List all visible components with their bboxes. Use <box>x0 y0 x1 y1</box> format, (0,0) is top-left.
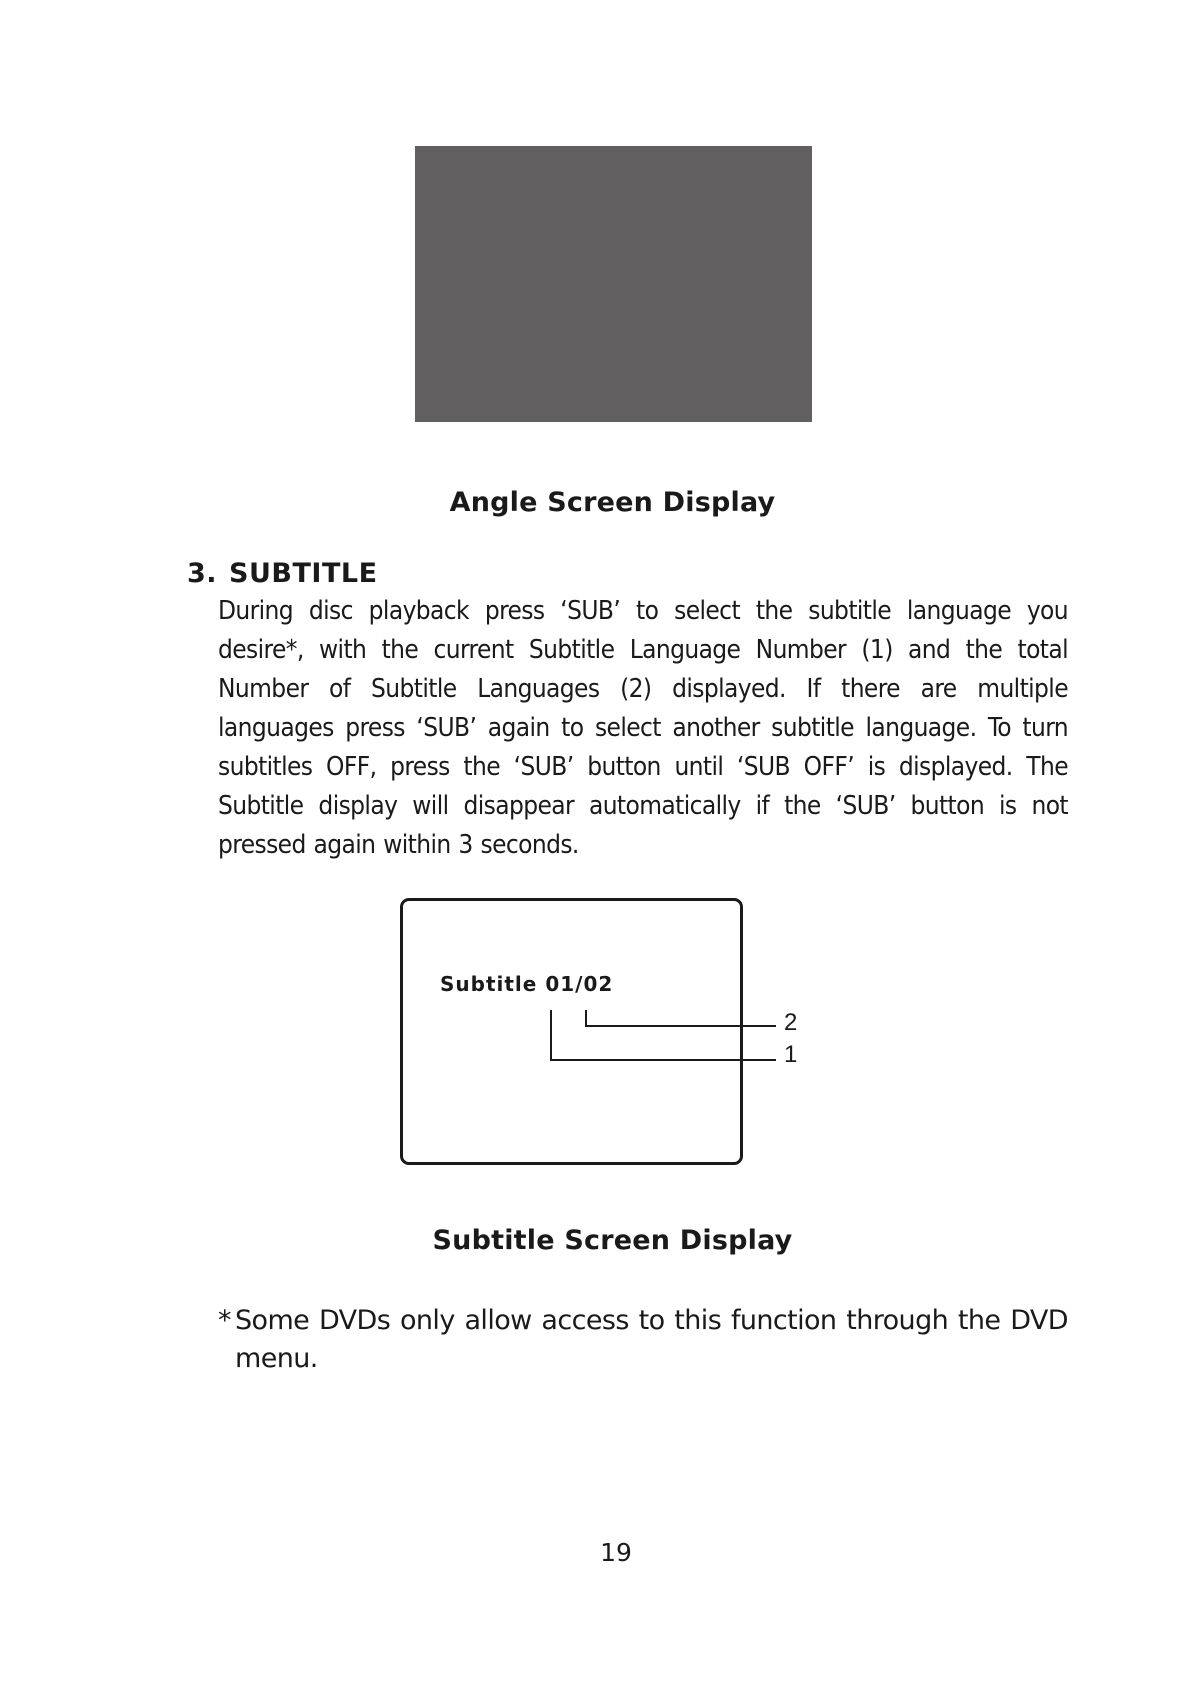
subtitle-figure-caption: Subtitle Screen Display <box>432 1225 793 1256</box>
section-number: 3. <box>187 558 218 589</box>
callout-line-1 <box>551 1010 776 1060</box>
page-number: 19 <box>600 1538 632 1567</box>
section-body: During disc playback press ‘SUB’ to select the subtitle language you desire*, with the current Subtitle Language Number (1) and the total Number of Subtitle Languages (2) displayed. If there are multiple languages press ‘SUB’ again to select another subtitle language. To turn subtitles OFF, press the ‘SUB’ button until ‘SUB OFF’ is displayed. The Subtitle display will disappear automatically if the ‘SUB’ button is not pressed again within 3 seconds. <box>218 596 1068 860</box>
footnote-marker: * <box>218 1305 231 1336</box>
section-title: SUBTITLE <box>229 558 378 589</box>
osd-subtitle-label: Subtitle 01/02 <box>440 972 614 996</box>
footnote-text: Some DVDs only allow access to this function through the DVD menu. <box>235 1305 1068 1374</box>
footnote <box>218 1302 1068 1378</box>
callout-number-1: 1 <box>784 1041 798 1068</box>
callout-line-2 <box>586 1010 776 1026</box>
callout-number-2: 2 <box>784 1009 798 1036</box>
angle-figure-caption: Angle Screen Display <box>449 487 776 518</box>
